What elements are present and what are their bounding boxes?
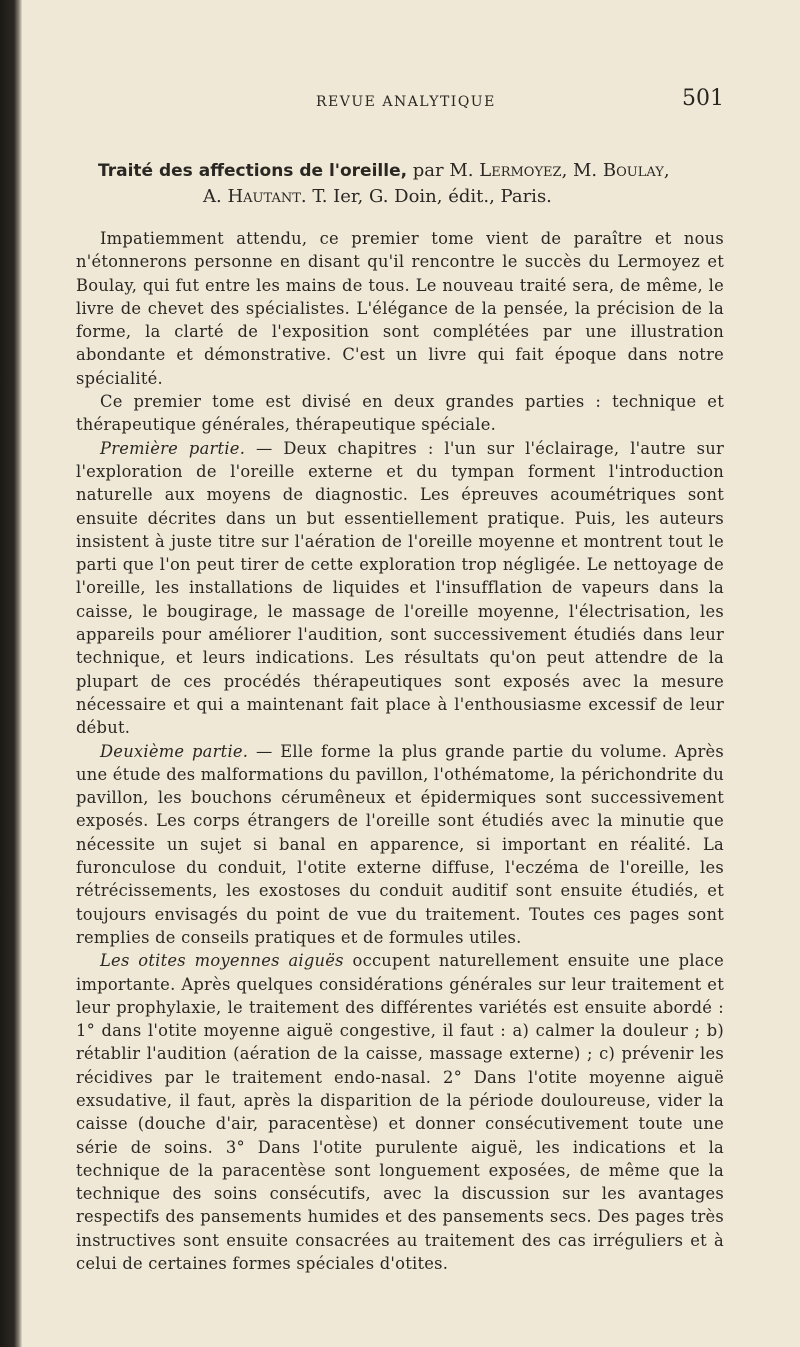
part-two-text: — Elle forme la plus grande partie du volume. Après une étude des malformations du pavillon, l'othématome, la périchondrite du pavillon, les bouchons cérumêneux et épidermiques sont successivement exposés. Les corps étrangers de l'oreille sont étudiés avec la minutie que nécessite un sujet si banal en apparence, si important en réalité. La furonculose du conduit, l'otite externe diffuse, l'eczéma de l'oreille, les rétrécissements, les exostoses du conduit auditif sont ensuite étudiés, et toujours envisagés du point de vue du traitement. Toutes ces pages sont remplies de conseils pratiques et de formules utiles. <box>76 741 725 947</box>
document-page <box>76 86 724 1275</box>
paragraph-otites <box>76 949 724 1275</box>
otites-label: Les otites moyennes aiguës <box>100 951 344 971</box>
review-heading <box>98 158 724 209</box>
page-number: 501 <box>682 86 724 111</box>
review-body <box>76 227 724 1275</box>
page-binding-shadow <box>0 0 22 1347</box>
journal-section-title: REVUE ANALYTIQUE <box>316 94 496 110</box>
part-two-label: Deuxième partie. <box>100 741 249 761</box>
author-lermoyez: Lermoyez <box>479 160 562 181</box>
author-separator-1: , M. <box>561 160 603 181</box>
part-one-label: Première partie. <box>100 438 246 458</box>
running-head <box>76 86 724 126</box>
author-boulay: Boulay <box>602 160 664 181</box>
publication-details: . T. Ier, G. Doin, édit., Paris. <box>300 186 552 207</box>
paragraph-intro: Impatiemment attendu, ce premier tome vient de paraître et nous n'étonnerons personne en disant qu'il rencontre le succès du Lermoyez et Boulay, qui fut entre les mains de tous. Le nouveau traité sera, de même, le livre de chevet des spécialistes. L'élégance de la pensée, la précision de la forme, la clarté de l'exposition sont complétées par une illustration abondante et démonstrative. C'est un livre qui fait époque dans notre spécialité. <box>76 229 724 388</box>
paragraph-part-two <box>76 740 724 950</box>
heading-line-2 <box>98 184 724 209</box>
part-one-text: — Deux chapitres : l'un sur l'éclairage, l'autre sur l'exploration de l'oreille externe et du tympan forment l'introduction naturelle aux moyens de diagnostic. Les épreuves acoumétriques sont ensuite décrites dans un but essentiellement pratique. Puis, les auteurs insistent à juste titre sur l'aération de l'oreille moyenne et montrent tout le parti que l'on peut tirer de cette exploration trop négligée. Le nettoyage de l'oreille, les installations de liquides et l'insufflation de vapeurs dans la caisse, le bougirage, le massage de l'oreille moyenne, l'électrisation, les appareils pour améliorer l'audition, sont successivement étudiés dans leur technique, et leurs indications. Les résultats qu'on peut attendre de la plupart de ces procédés thérapeutiques sont exposés avec la mesure nécessaire et qui a maintenant fait place à l'enthousiasme excessif de leur début. <box>76 438 724 738</box>
author-hautant: A. Hautant <box>203 186 301 207</box>
otites-text: occupent naturellement ensuite une place importante. Après quelques considérations générales sur leur traitement et leur prophylaxie, le traitement des différentes variétés est ensuite abordé : 1° dans l'otite moyenne aiguë congestive, il faut : a) calmer la douleur ; b) rétablir l'audition (aération de la caisse, massage externe) ; c) prévenir les récidives par le traitement endo-nasal. 2° Dans l'otite moyenne aiguë exsudative, il faut, après la disparition de la période douloureuse, vider la caisse (douche d'air, paracentèse) et donner consécutivement toute une série de soins. 3° Dans l'otite purulente aiguë, les indications et la technique de la paracentèse sont longuement exposées, de même que la technique des soins consécutifs, avec la discussion sur les avantages respectifs des pansements humides et des pansements secs. Des pages très instructives sont ensuite consacrées au traitement des cas irréguliers et à celui de certaines formes spéciales d'otites. <box>76 951 724 1274</box>
authors-prefix: par M. <box>407 160 480 181</box>
paragraph-structure: Ce premier tome est divisé en deux grandes parties : technique et thérapeutique générales, thérapeutique spéciale. <box>76 392 724 435</box>
paragraph-part-one <box>76 437 724 740</box>
author-separator-2: , <box>663 160 670 181</box>
book-title: Traité des affections de l'oreille, <box>98 161 408 181</box>
